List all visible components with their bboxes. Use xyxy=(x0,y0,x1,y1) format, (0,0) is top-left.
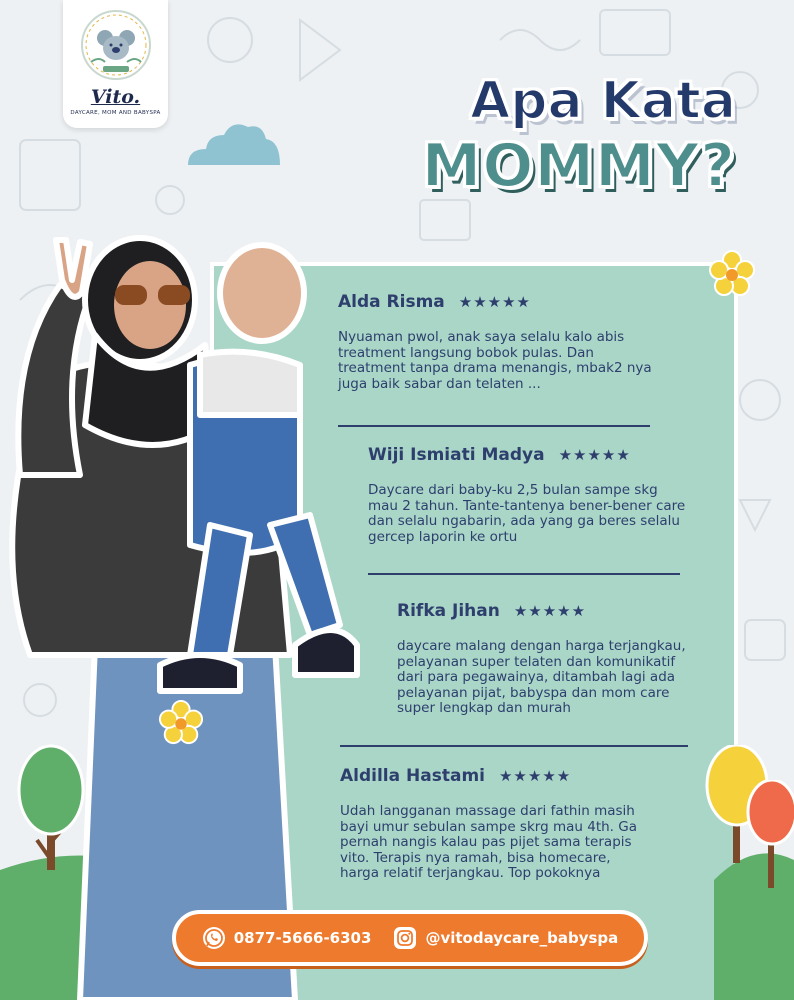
instagram-handle: @vitodaycare_babyspa xyxy=(425,929,619,947)
star-rating: ★★★★★ xyxy=(513,602,587,620)
brand-logo-card xyxy=(63,0,168,128)
brand-logo-name: Vito. xyxy=(90,86,141,108)
contact-bar xyxy=(172,910,648,966)
review-author: Alda Risma xyxy=(338,292,445,312)
headline xyxy=(422,70,736,200)
whatsapp-contact[interactable] xyxy=(202,926,372,950)
cloud-icon xyxy=(183,117,283,167)
whatsapp-icon xyxy=(202,926,226,950)
tree-icon xyxy=(746,780,794,890)
review-text: daycare malang dengan harga terjangkau, pelayanan super telaten dan komunikatif dari para pegawainya, ditambah lagi ada pelayanan pijat, babyspa dan mom care super lengkap dan murah xyxy=(397,638,686,716)
review-card xyxy=(397,601,692,717)
headline-line-2: MOMMY? xyxy=(421,131,736,201)
review-author: Wiji Ismiati Madya xyxy=(368,445,545,465)
flower-icon xyxy=(708,250,756,298)
headline-line-1: Apa Kata xyxy=(470,71,736,131)
instagram-contact[interactable] xyxy=(393,926,618,950)
star-rating: ★★★★★ xyxy=(558,446,631,464)
review-text: Nyuaman pwol, anak saya selalu kalo abis treatment langsung bobok pulas. Dan treatment tanpa drama menangis, mbak2 nya juga baik sabar dan telaten ... xyxy=(338,329,652,392)
review-divider xyxy=(338,425,650,427)
review-divider xyxy=(340,745,688,747)
review-divider xyxy=(368,573,680,575)
review-card xyxy=(338,292,658,392)
star-rating: ★★★★★ xyxy=(498,767,572,785)
mother-and-baby-photo xyxy=(0,225,380,1000)
instagram-icon xyxy=(393,926,417,950)
koala-logo-icon xyxy=(77,6,155,84)
review-author: Rifka Jihan xyxy=(397,601,500,621)
phone-number: 0877-5666-6303 xyxy=(233,929,372,947)
review-author: Aldilla Hastami xyxy=(340,766,485,786)
brand-logo-tagline: DAYCARE, MOM AND BABYSPA xyxy=(70,110,161,116)
review-card xyxy=(368,445,686,545)
review-text: Daycare dari baby-ku 2,5 bulan sampe skg mau 2 tahun. Tante-tantenya bener-bener care dan selalu ngabarin, ada yang ga beres selalu gercep laporin ke ortu xyxy=(368,482,686,545)
review-card xyxy=(340,766,640,882)
star-rating: ★★★★★ xyxy=(458,293,532,311)
flower-icon xyxy=(158,700,204,746)
review-text: Udah langganan massage dari fathin masih bayi umur sebulan sampe skrg mau 4th. Ga pernah nangis kalau pas pijet sama terapis vito. Terapis nya ramah, bisa homecare, harga relatif terjangkau. Top pokoknya xyxy=(340,803,637,881)
